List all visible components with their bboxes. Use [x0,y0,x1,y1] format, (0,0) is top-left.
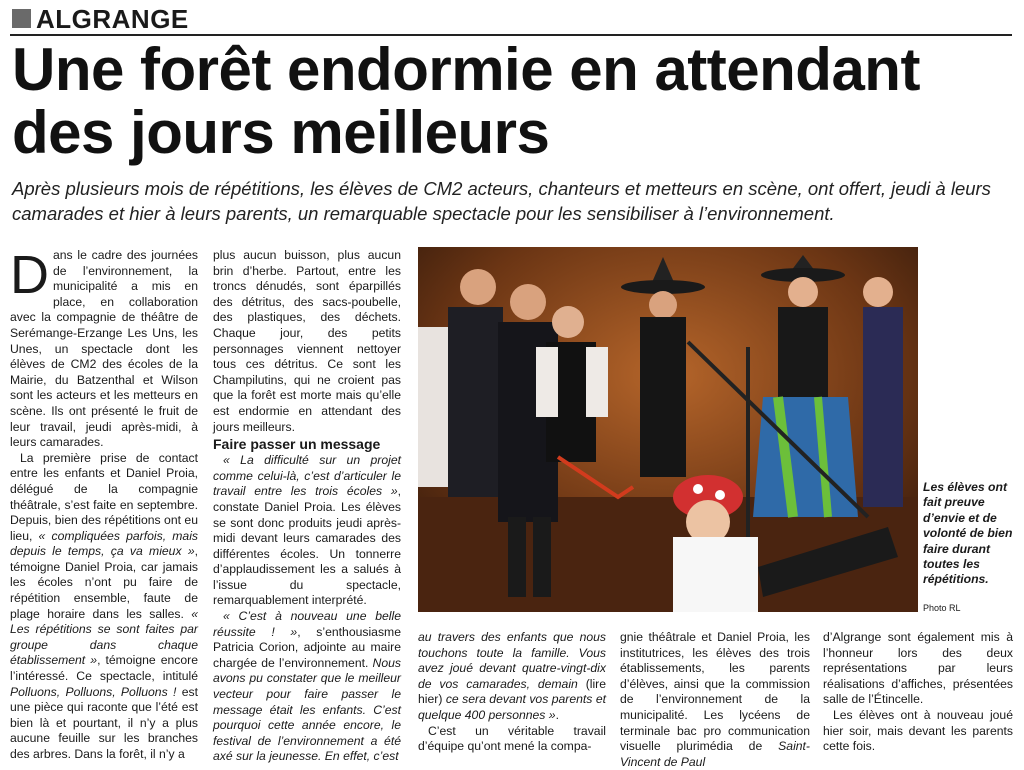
deck-standfirst: Après plusieurs mois de répétitions, les élèves de CM2 acteurs, chanteurs et metteurs en scène, ont offert, jeudi à leurs camarades et hier à leurs parents, un remarquable spectacle pour les sensibiliser à l’environnement. [12,178,991,224]
photo-illustration [418,247,918,612]
kicker-square [12,9,31,28]
paragraph: C’est un véritable travail d’équipe qu’ont mené la compa- [418,723,606,754]
paragraph [10,245,198,451]
quote: « Les répétitions se sont faites par groupe dans chaque établissement » [10,606,198,668]
quote: « C’est à nouveau une belle réussite ! » [213,609,401,639]
text: , témoigne encore l’intéressé. Ce spectacle, intitulé [10,653,198,684]
paragraph [418,630,606,724]
text: ans le cadre des journées de l’environnement, la municipalité a mis en place, en collaboration avec la compagnie de théâtre de Serémange-Erzange Les Uns, les Unes, un spectacle dont les élèves de CM2 des écoles de la Mairie, du Batzenthal et Wilson sont les acteurs et les metteurs en scène. Ils ont présenté le fruit de leur travail, jeudi après-midi, à leurs camarades. [10,248,198,450]
paragraph [213,609,401,765]
text: La première prise de contact entre les enfants et Daniel Proia, délégué de la compagnie théâtrale, s’est faite en septembre. Depuis, bien des répétitions ont eu lieu, [10,450,198,543]
paragraph [213,453,401,609]
school-name: Saint-Vincent de Paul [620,739,810,769]
article-column-2 [213,248,401,765]
stage-photo [418,247,918,612]
section-kicker: ALGRANGE [36,4,189,34]
text: gnie théâtrale et Daniel Proia, les institutrices, les élèves des trois établissements, les parents d’élèves, ainsi que la commission de l’environnement de la municipalité. Les lycéens de terminale bac pro communication visuelle plurimédia de [620,630,810,754]
headline: Une forêt endormie en attendant des jours meilleurs [12,36,920,166]
photo-credit: Photo RL [923,603,961,613]
quote: « compliquées parfois, mais depuis le temps, ça va mieux » [10,528,198,559]
photo-caption: Les élèves ont fait preuve d’envie et de volonté de bien faire durant toutes les répétitions. [923,480,1013,587]
quote: Nous avons pu constater que le meilleur vecteur pour faire passer le message était les enfants. C’est pourquoi cette année encore, le festival de l’environnement a été axé sur la jeunesse. En effet, c’est [213,655,401,764]
text: , constate Daniel Proia. Les élèves se sont donc produits jeudi après-midi devant leurs camarades des différentes écoles. Un tonnerre d’applaudissement les a salués à l’issue du spectacle, remarquablement interprété. [213,484,401,608]
subheading: Faire passer un message [213,436,381,453]
drop-cap: D [10,245,49,305]
play-title: Polluons, Polluons, Polluons ! [10,684,177,699]
text: . [555,707,559,722]
article-column-1 [10,245,198,763]
quote: ce sera devant vos parents et quelque 400 personnes » [418,692,606,722]
quote: au travers des enfants que nous touchons toute la famille. Vous avez joué devant quatre-vingt-dix de vos camarades, demain [418,630,606,691]
paragraph: d’Algrange sont également mis à l’honneur lors des deux représentations par leurs réalisations d’affiches, présentées salle de l’Étincelle. [823,630,1013,707]
article-column-3 [418,630,606,755]
article-column-4 [620,630,810,770]
article-column-5 [823,630,1013,755]
quote: « La difficulté sur un projet comme celui-là, c’est d’articuler le travail entre les trois écoles » [213,453,401,499]
paragraph: Les élèves ont à nouveau joué hier soir, mais devant les parents cette fois. [823,707,1013,754]
text: , témoigne Daniel Proia, car jamais les écoles n’ont pu faire de répétition ensemble, faute de plage horaire dans les salles. [10,544,198,621]
paragraph [10,451,198,763]
paragraph: plus aucun buisson, plus aucun brin d’herbe. Partout, entre les troncs dénudés, sont éparpillés des détritus, des sacs-poubelle, des plastiques, des déchets. Chaque jour, des petits personnages viennent nettoyer tous ces détritus. Ce sont les Champilutins, qui ne croient pas que la forêt est morte mais qu’elle est endormie en attendant des jours meilleurs. [213,248,401,434]
paragraph [620,630,810,770]
text: , s’enthousiasme Patricia Corion, adjointe au maire chargée de l’environnement. [213,624,401,670]
text: (lire hier) [418,676,607,707]
text: est une pièce qui raconte que l’été est bien là et pourtant, il n’y a plus aucune feuille sur les branches des arbres. Dans la forêt, il n’y a [10,684,198,761]
